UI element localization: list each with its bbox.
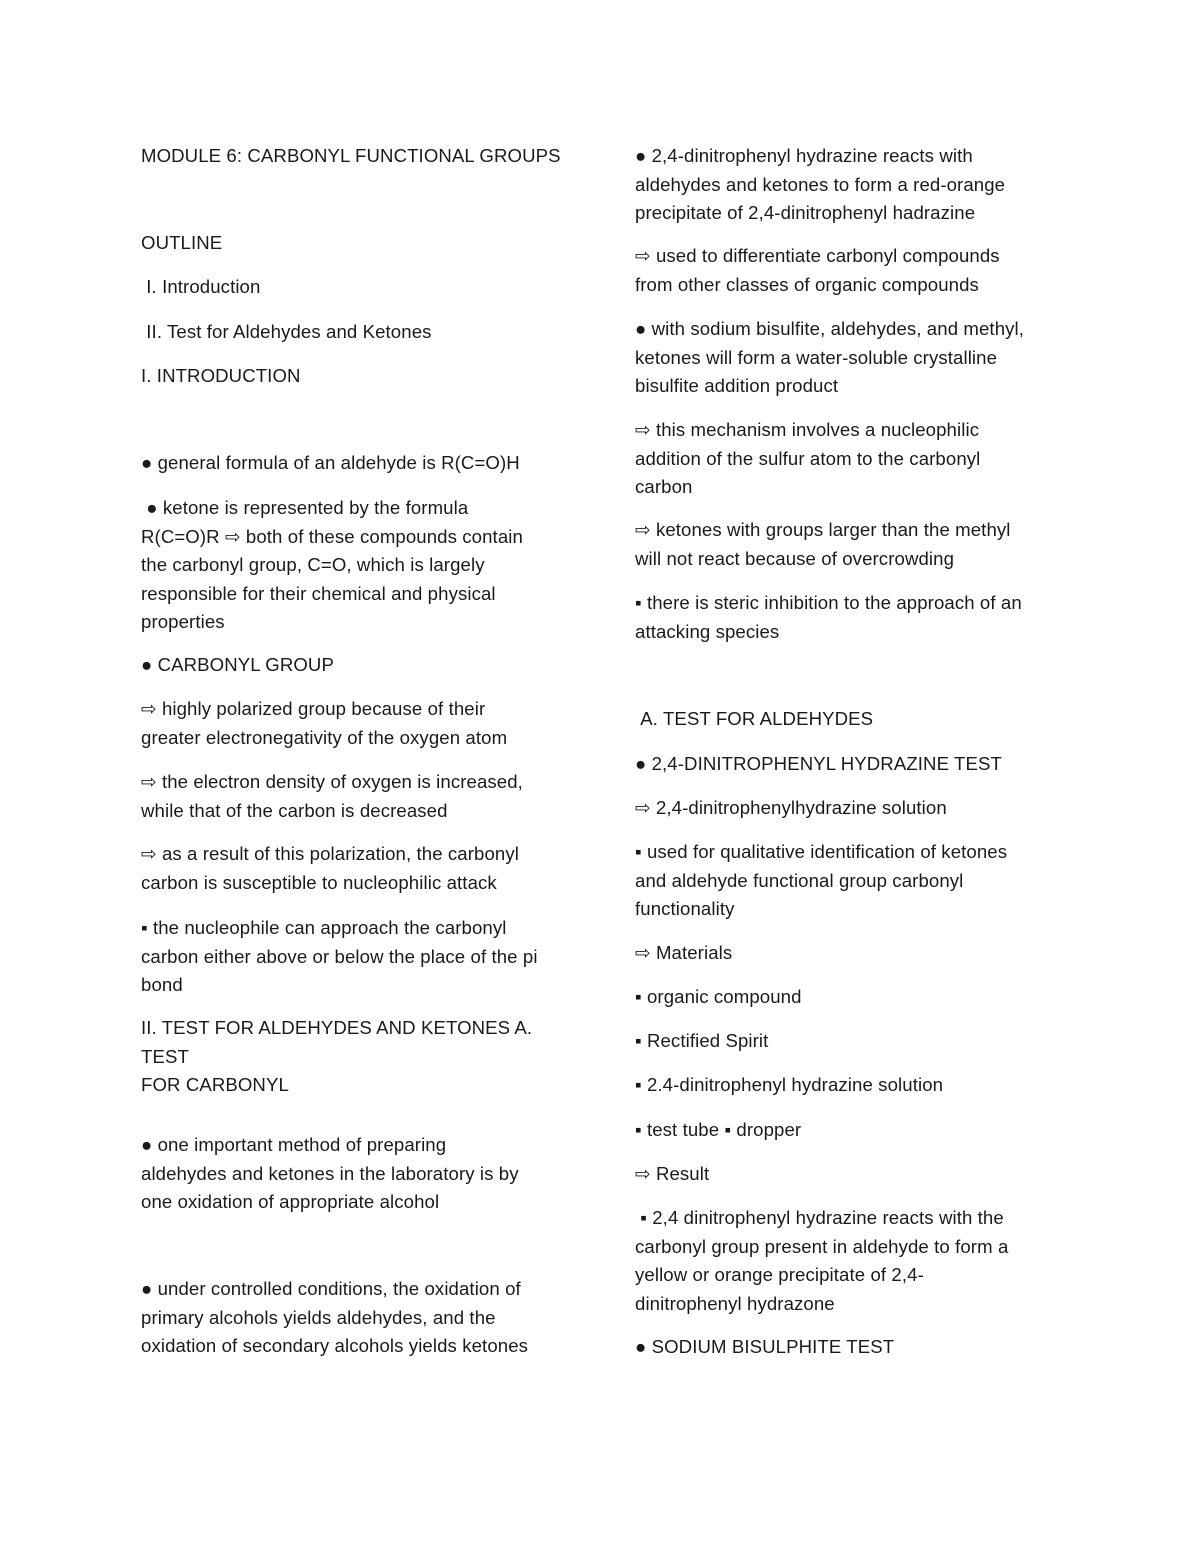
arrow-overcrowding: ⇨ ketones with groups larger than the methyl will not react because of overcrowding	[635, 519, 1011, 569]
item-qualitative-identification: ▪ used for qualitative identification of ketones and aldehyde functional group carbonyl functionality	[635, 841, 1008, 919]
arrow-polarized-group: ⇨ highly polarized group because of their greater electronegativity of the oxygen atom	[141, 698, 508, 748]
arrow-dnph-solution: ⇨ 2,4-dinitrophenylhydrazine solution	[635, 797, 947, 818]
bullet-controlled-oxidation: ● under controlled conditions, the oxidation of primary alcohols yields aldehydes, and the oxidation of secondary alcohols yields ketones	[141, 1278, 529, 1356]
bullet-sodium-bisulphite-test: ● SODIUM BISULPHITE TEST	[635, 1336, 895, 1357]
section-heading-introduction: I. INTRODUCTION	[141, 365, 301, 386]
item-result-precipitate: ▪ 2,4 dinitrophenyl hydrazine reacts with the carbonyl group present in aldehyde to form a yellow or orange precipitate of 2,4- dinitrophenyl hydrazone	[635, 1207, 1009, 1314]
bullet-ketone-formula: ● ketone is represented by the formula R(C=O)R ⇨ both of these compounds contain the carbonyl group, C=O, which is largely responsible for their chemical and physical properties	[141, 497, 523, 632]
arrow-polarization-result: ⇨ as a result of this polarization, the carbonyl carbon is susceptible to nucleophilic attack	[141, 843, 519, 893]
material-dnph-solution: ▪ 2.4-dinitrophenyl hydrazine solution	[635, 1074, 944, 1095]
module-title: MODULE 6: CARBONYL FUNCTIONAL GROUPS	[141, 145, 561, 166]
arrow-differentiate-carbonyl: ⇨ used to differentiate carbonyl compounds from other classes of organic compounds	[635, 245, 1000, 295]
bullet-aldehyde-formula: ● general formula of an aldehyde is R(C=O)H	[141, 452, 520, 473]
arrow-electron-density: ⇨ the electron density of oxygen is increased, while that of the carbon is decreased	[141, 771, 523, 821]
material-rectified-spirit: ▪ Rectified Spirit	[635, 1030, 769, 1051]
outline-item-test: II. Test for Aldehydes and Ketones	[141, 321, 432, 342]
section-heading-test-aldehydes-ketones: II. TEST FOR ALDEHYDES AND KETONES A. TEST FOR CARBONYL	[141, 1017, 533, 1095]
arrow-materials: ⇨ Materials	[635, 942, 733, 963]
bullet-carbonyl-group: ● CARBONYL GROUP	[141, 654, 334, 675]
item-nucleophile-approach: ▪ the nucleophile can approach the carbonyl carbon either above or below the place of the pi bond	[141, 917, 538, 995]
bullet-sodium-bisulfite: ● with sodium bisulfite, aldehydes, and methyl, ketones will form a water-soluble crystalline bisulfite addition product	[635, 318, 1025, 396]
arrow-result: ⇨ Result	[635, 1163, 710, 1184]
bullet-dnph-reaction: ● 2,4-dinitrophenyl hydrazine reacts with aldehydes and ketones to form a red-orange precipitate of 2,4-dinitrophenyl hadrazine	[635, 145, 1006, 223]
material-test-tube-dropper: ▪ test tube ▪ dropper	[635, 1119, 802, 1140]
bullet-preparation-method: ● one important method of preparing aldehydes and ketones in the laboratory is by one oxidation of appropriate alcohol	[141, 1134, 519, 1212]
outline-item-introduction: I. Introduction	[141, 276, 261, 297]
arrow-nucleophilic-addition: ⇨ this mechanism involves a nucleophilic addition of the sulfur atom to the carbonyl carbon	[635, 419, 981, 497]
section-heading-test-aldehydes: A. TEST FOR ALDEHYDES	[635, 708, 874, 729]
outline-heading: OUTLINE	[141, 232, 223, 253]
bullet-dnph-test: ● 2,4-DINITROPHENYL HYDRAZINE TEST	[635, 753, 1002, 774]
material-organic-compound: ▪ organic compound	[635, 986, 802, 1007]
item-steric-inhibition: ▪ there is steric inhibition to the approach of an attacking species	[635, 592, 1022, 642]
